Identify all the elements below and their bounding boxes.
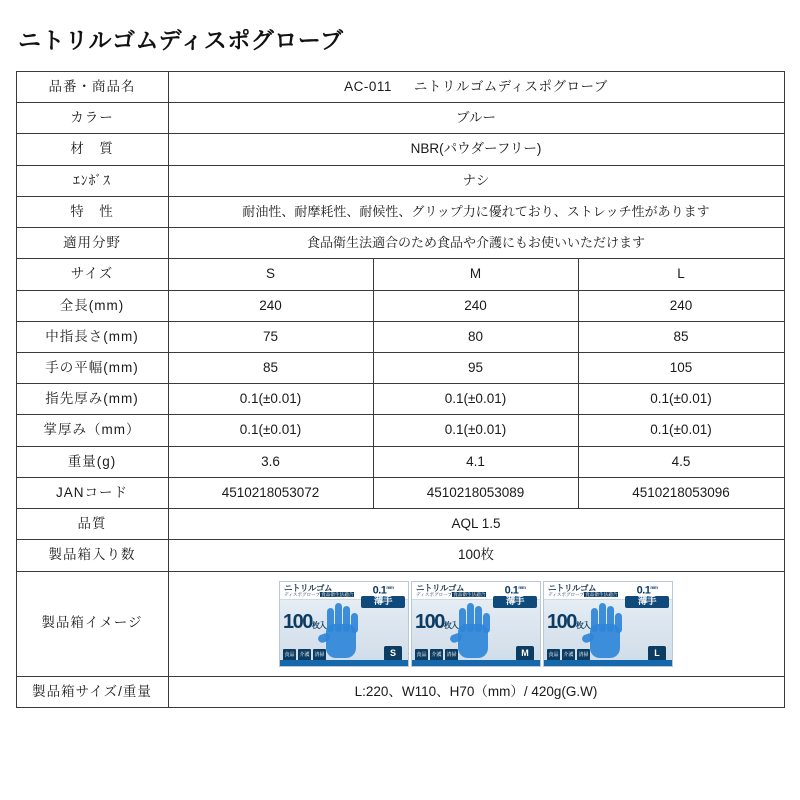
row-label: 特 性 xyxy=(16,196,168,227)
table-row xyxy=(16,352,784,383)
package-size-badge-l: L xyxy=(648,646,666,661)
usage-icon-clean: 清掃 xyxy=(577,649,590,662)
package-count-l: 100枚入 xyxy=(547,610,590,633)
cell-length-m: 240 xyxy=(373,290,578,321)
product-code: AC-011 xyxy=(344,79,392,94)
table-row xyxy=(16,540,784,571)
row-label: 品質 xyxy=(16,509,168,540)
table-row xyxy=(16,321,784,352)
package-bottom-band xyxy=(280,660,408,666)
row-label: 掌厚み（mm） xyxy=(16,415,168,446)
cell-palmthick-l: 0.1(±0.01) xyxy=(578,415,784,446)
package-count-m: 100枚入 xyxy=(415,610,458,633)
package-bottom-band xyxy=(544,660,672,666)
package-size-badge-m: M xyxy=(516,646,534,661)
table-row xyxy=(16,196,784,227)
row-label: 手の平幅(mm) xyxy=(16,352,168,383)
product-name: ニトリルゴムディスポグローブ xyxy=(413,79,608,94)
package-subtitle-m: ディスポグローブ食品衛生法適合 xyxy=(416,592,486,597)
row-label: 重量(g) xyxy=(16,446,168,477)
package-brand-m: ニトリルゴム xyxy=(416,582,465,593)
table-row xyxy=(16,259,784,290)
usage-icon-food: 食品 xyxy=(547,649,560,662)
cell-weight-l: 4.5 xyxy=(578,446,784,477)
cell-jan-s: 4510218053072 xyxy=(168,477,373,508)
package-box-l xyxy=(543,581,673,667)
table-row xyxy=(16,134,784,165)
cell-palmwidth-m: 95 xyxy=(373,352,578,383)
package-box-m xyxy=(411,581,541,667)
page-title: ニトリルゴムディスポグローブ xyxy=(18,27,344,53)
row-value-product-name xyxy=(168,72,784,103)
cell-palmthick-s: 0.1(±0.01) xyxy=(168,415,373,446)
table-row xyxy=(16,509,784,540)
table-row xyxy=(16,446,784,477)
table-row xyxy=(16,415,784,446)
cell-middlefinger-m: 80 xyxy=(373,321,578,352)
cell-fingertip-l: 0.1(±0.01) xyxy=(578,384,784,415)
row-label: ｴﾝﾎﾞｽ xyxy=(16,165,168,196)
usage-icon-clean: 清掃 xyxy=(313,649,326,662)
package-bottom-band xyxy=(412,660,540,666)
row-value-application: 食品衛生法適合のため食品や介護にもお使いいただけます xyxy=(168,228,784,259)
cell-weight-s: 3.6 xyxy=(168,446,373,477)
cell-fingertip-m: 0.1(±0.01) xyxy=(373,384,578,415)
row-value-features: 耐油性、耐摩耗性、耐候性、グリップ力に優れており、ストレッチ性があります xyxy=(168,196,784,227)
table-row xyxy=(16,571,784,676)
table-row xyxy=(16,384,784,415)
row-label: 中指長さ(mm) xyxy=(16,321,168,352)
usage-icon-clean: 清掃 xyxy=(445,649,458,662)
row-value-quality: AQL 1.5 xyxy=(168,509,784,540)
cell-length-s: 240 xyxy=(168,290,373,321)
row-label: 品番・商品名 xyxy=(16,72,168,103)
package-thickness-l: $0.1^{mm}$ 薄手 xyxy=(625,583,669,609)
row-label: 全長(mm) xyxy=(16,290,168,321)
cell-size-m: M xyxy=(373,259,578,290)
usage-icon-food: 食品 xyxy=(283,649,296,662)
row-value-box-size: L:220、W110、H70（mm）/ 420g(G.W) xyxy=(168,676,784,707)
table-row xyxy=(16,676,784,707)
row-label: 製品箱イメージ xyxy=(16,571,168,676)
package-subtitle-l: ディスポグローブ食品衛生法適合 xyxy=(548,592,618,597)
row-label: 適用分野 xyxy=(16,228,168,259)
package-count-s: 100枚入 xyxy=(283,610,326,633)
cell-middlefinger-l: 85 xyxy=(578,321,784,352)
row-value-color: ブルー xyxy=(168,103,784,134)
usage-icon-care: 介護 xyxy=(298,649,311,662)
cell-jan-l: 4510218053096 xyxy=(578,477,784,508)
row-value-emboss: ナシ xyxy=(168,165,784,196)
package-brand-s: ニトリルゴム xyxy=(284,582,333,593)
cell-weight-m: 4.1 xyxy=(373,446,578,477)
row-label: サイズ xyxy=(16,259,168,290)
row-label: 材 質 xyxy=(16,134,168,165)
row-label: 製品箱入り数 xyxy=(16,540,168,571)
cell-palmwidth-l: 105 xyxy=(578,352,784,383)
row-label: 製品箱サイズ/重量 xyxy=(16,676,168,707)
cell-length-l: 240 xyxy=(578,290,784,321)
row-label: JANコード xyxy=(16,477,168,508)
table-row xyxy=(16,165,784,196)
table-row xyxy=(16,103,784,134)
package-brand-l: ニトリルゴム xyxy=(548,582,597,593)
package-subtitle-s: ディスポグローブ食品衛生法適合 xyxy=(284,592,354,597)
product-spec-table xyxy=(16,71,785,708)
cell-middlefinger-s: 75 xyxy=(168,321,373,352)
table-row xyxy=(16,477,784,508)
usage-icon-care: 介護 xyxy=(430,649,443,662)
table-row xyxy=(16,228,784,259)
package-thickness-m: $0.1^{mm}$ 薄手 xyxy=(493,583,537,609)
cell-palmwidth-s: 85 xyxy=(168,352,373,383)
cell-palmthick-m: 0.1(±0.01) xyxy=(373,415,578,446)
usage-icon-food: 食品 xyxy=(415,649,428,662)
cell-jan-m: 4510218053089 xyxy=(373,477,578,508)
row-label: カラー xyxy=(16,103,168,134)
table-row xyxy=(16,72,784,103)
package-size-badge-s: S xyxy=(384,646,402,661)
cell-size-s: S xyxy=(168,259,373,290)
cell-fingertip-s: 0.1(±0.01) xyxy=(168,384,373,415)
cell-size-l: L xyxy=(578,259,784,290)
row-label: 指先厚み(mm) xyxy=(16,384,168,415)
row-value-box-image xyxy=(168,571,784,676)
row-value-box-quantity: 100枚 xyxy=(168,540,784,571)
usage-icon-care: 介護 xyxy=(562,649,575,662)
package-box-gallery xyxy=(173,581,780,667)
package-box-s xyxy=(279,581,409,667)
package-thickness-s: $0.1^{mm}$ 薄手 xyxy=(361,583,405,609)
table-row xyxy=(16,290,784,321)
row-value-material: NBR(パウダーフリー) xyxy=(168,134,784,165)
